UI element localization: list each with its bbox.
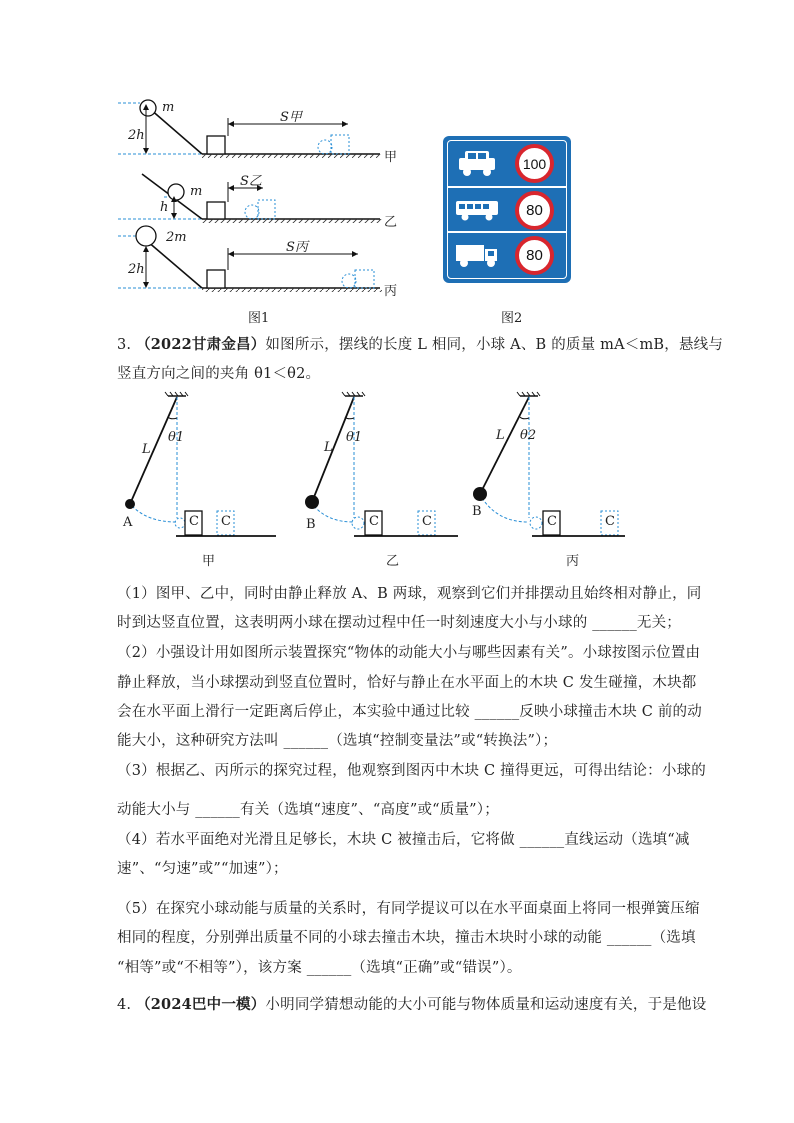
q4-text: 小明同学猜想动能的大小可能与物体质量和运动速度有关，于是他设 xyxy=(265,997,707,1013)
fig1-distance-2: S乙 xyxy=(240,174,262,189)
q3-intro-1: 如图所示，摆线的长度 L 相同，小球 A、B 的质量 mA＜mB，悬线与 xyxy=(265,337,724,353)
speed-limit-3: 80 xyxy=(515,236,554,275)
q3-line-5: 会在水平面上滑行一定距离后停止，本实验中通过比较 ______反映小球撞击木块 C 前的动 xyxy=(117,704,702,720)
pendulum-figure xyxy=(118,390,628,570)
p2-block: C xyxy=(369,514,379,529)
truck-icon xyxy=(455,239,499,269)
p1-ball: A xyxy=(123,515,133,530)
q3-line-2: 时到达竖直位置，这表明两小球在摆动过程中任一时刻速度大小与小球的 ______无关； xyxy=(117,615,682,631)
figure-1 xyxy=(118,92,408,297)
q3-line-13: “相等”或“不相等”），该方案 ______（选填“正确”或“错误”）。 xyxy=(117,960,522,976)
q4-source: （2024巴中一模） xyxy=(136,996,266,1013)
q3-line-10: 速”、“匀速”或”“加速”）； xyxy=(117,861,288,877)
p1-label: 甲 xyxy=(202,554,216,569)
p1-length: L xyxy=(142,442,151,457)
q3-line-11: （5）在探究小球动能与质量的关系时，有同学提议可以在水平面桌面上将同一根弹簧压缩 xyxy=(117,901,700,917)
q3-source: （2022甘肃金昌） xyxy=(136,336,266,353)
pendulum-diagram xyxy=(118,390,628,570)
figure-1-diagram xyxy=(118,92,408,297)
p2-angle: θ1 xyxy=(346,430,363,445)
p3-block: C xyxy=(547,514,557,529)
p2-length: L xyxy=(324,440,333,455)
pendulum-2 xyxy=(305,392,458,536)
figure-2-speed-sign xyxy=(443,136,571,283)
fig1-height-3: 2h xyxy=(128,262,145,277)
q4-number: 4. xyxy=(117,997,132,1013)
p3-label: 丙 xyxy=(566,554,580,569)
bus-icon xyxy=(455,196,499,222)
fig1-distance-1: S甲 xyxy=(280,110,302,125)
fig1-height-2: h xyxy=(160,200,169,215)
pendulum-1 xyxy=(125,392,276,536)
car-icon xyxy=(457,148,497,178)
p3-angle: θ2 xyxy=(520,428,537,443)
fig1-mass-3: 2m xyxy=(166,230,187,245)
q3-line-9: （4）若水平面绝对光滑且足够长，木块 C 被撞击后，它将做 ______直线运动（选填“减 xyxy=(117,832,690,848)
speed-limit-1: 100 xyxy=(515,144,554,183)
q3-line-3: （2）小强设计用如图所示装置探究“物体的动能大小与哪些因素有关”。小球按图示位置由 xyxy=(117,645,701,661)
q4-line xyxy=(117,993,706,1014)
fig1-label-2: 乙 xyxy=(384,215,398,230)
speed-limit-2: 80 xyxy=(515,191,554,230)
p3-ball: B xyxy=(472,504,482,519)
p2-label: 乙 xyxy=(386,554,400,569)
fig1-label-3: 丙 xyxy=(384,284,398,299)
p2-ball: B xyxy=(306,517,316,532)
p1-angle: θ1 xyxy=(168,430,185,445)
fig1-mass-2: m xyxy=(190,184,203,199)
q3-line-12: 相同的程度，分别弹出质量不同的小球去撞击木块，撞击木块时小球的动能 ______（选填 xyxy=(117,930,696,946)
q3-line-4: 静止释放，当小球摆动到竖直位置时，恰好与静止在水平面上的木块 C 发生碰撞，木块都 xyxy=(117,675,697,691)
p1-block-2: C xyxy=(221,514,231,529)
q3-intro-2: 竖直方向之间的夹角 θ1＜θ2。 xyxy=(117,366,321,382)
q3-line-6: 能大小，这种研究方法叫 ______（选填“控制变量法”或“转换法”）； xyxy=(117,733,558,749)
q3-number: 3. xyxy=(117,337,132,353)
figure-1-caption: 图1 xyxy=(248,311,270,326)
p3-block-2: C xyxy=(605,514,615,529)
fig1-height-1: 2h xyxy=(128,128,145,143)
p3-length: L xyxy=(496,428,505,443)
fig1-label-1: 甲 xyxy=(384,150,398,165)
figure-2-caption: 图2 xyxy=(501,311,523,326)
p2-block-2: C xyxy=(422,514,432,529)
fig1-row-3 xyxy=(118,226,382,292)
fig1-row-1 xyxy=(118,100,382,158)
q3-line-7: （3）根据乙、丙所示的探究过程，他观察到图丙中木块 C 撞得更远，可得出结论：小球的 xyxy=(117,763,706,779)
p1-block: C xyxy=(189,514,199,529)
fig1-distance-3: S丙 xyxy=(286,240,308,255)
q3-line-8: 动能大小与 ______有关（选填“速度”、“高度”或“质量”）； xyxy=(117,802,499,818)
fig1-mass-1: m xyxy=(162,100,175,115)
q3-intro-line-1 xyxy=(117,333,723,354)
q3-line-1: （1）图甲、乙中，同时由静止释放 A、B 两球，观察到它们并排摆动且始终相对静止，同 xyxy=(117,586,702,602)
